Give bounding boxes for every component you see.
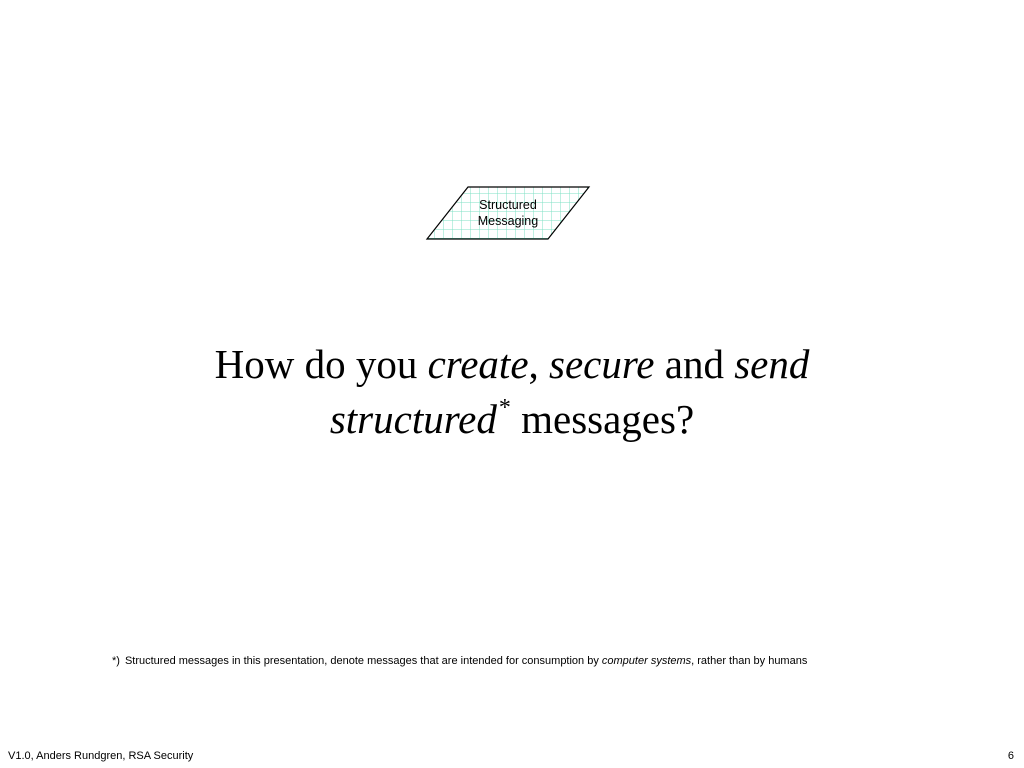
footnote-marker: *) bbox=[112, 655, 120, 667]
headline-and: and bbox=[654, 341, 735, 387]
headline-line-1 bbox=[100, 337, 924, 392]
footnote-text-after: , rather than by humans bbox=[691, 655, 808, 667]
headline-suffix: messages? bbox=[510, 396, 695, 442]
shape-label-line-2: Messaging bbox=[477, 214, 539, 228]
footnote bbox=[112, 654, 807, 668]
shape-label bbox=[424, 197, 592, 229]
headline-line-2 bbox=[100, 392, 924, 447]
headline-word-send: send bbox=[734, 341, 810, 387]
page-number: 6 bbox=[1007, 750, 1014, 762]
headline-separator: , bbox=[528, 341, 550, 387]
shape-label-line-1: Structured bbox=[479, 198, 537, 212]
footnote-text-before: Structured messages in this presentation, denote messages that are intended for consumption by bbox=[124, 655, 602, 667]
headline-word-structured: structured bbox=[329, 396, 497, 442]
footnote-reference: * bbox=[498, 395, 511, 421]
slide-headline bbox=[100, 337, 924, 447]
footnote-emphasis: computer systems bbox=[601, 655, 692, 667]
headline-word-create: create bbox=[427, 341, 529, 387]
footer-credit: V1.0, Anders Rundgren, RSA Security bbox=[8, 750, 194, 762]
headline-prefix: How do you bbox=[214, 341, 428, 387]
structured-messaging-shape bbox=[424, 184, 592, 242]
headline-word-secure: secure bbox=[549, 341, 655, 387]
